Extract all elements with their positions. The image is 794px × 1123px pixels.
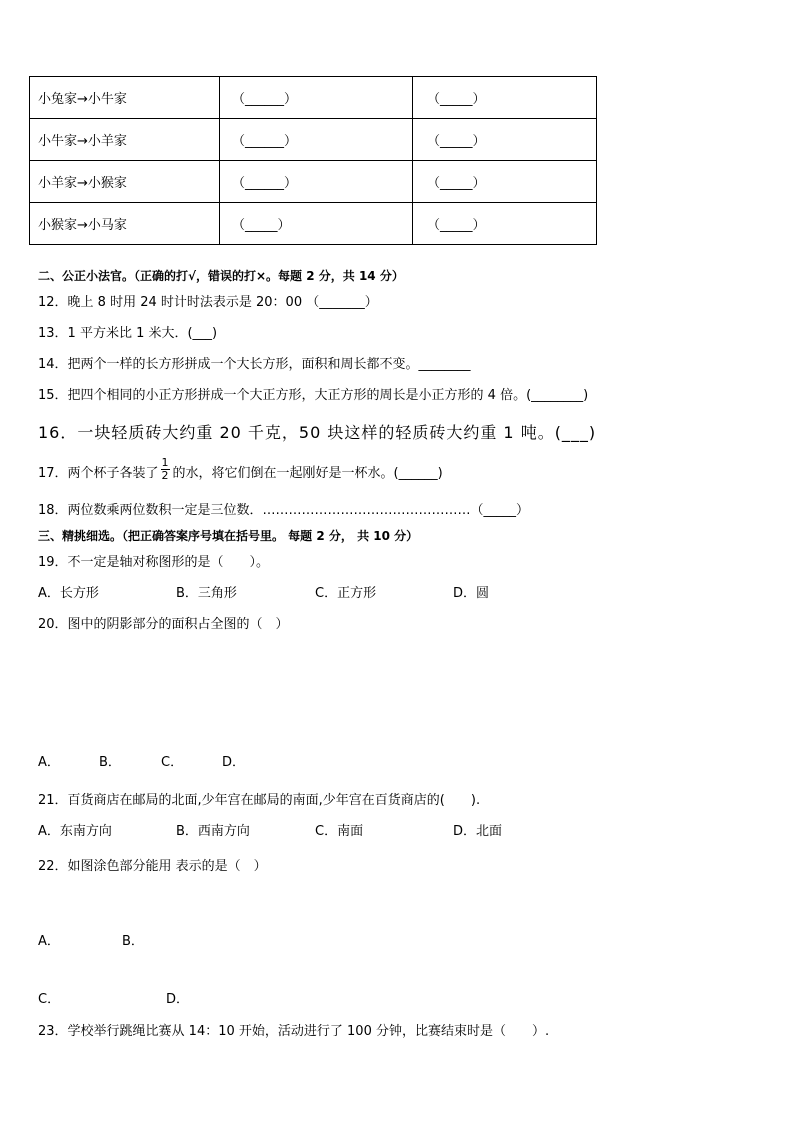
option-d[interactable]: D． [222, 755, 246, 770]
option-c[interactable]: C． [161, 755, 184, 770]
question-14: 14．把两个一样的长方形拼成一个大长方形，面积和周长都不变。________ [38, 357, 471, 372]
fraction-one-half [161, 457, 170, 482]
question-17-text-start: 17．两个杯子各装了 [38, 466, 159, 481]
question-15: 15．把四个相同的小正方形拼成一个大正方形，大正方形的周长是小正方形的 4 倍。(________) [38, 388, 589, 403]
option-a[interactable]: A．东南方向 [38, 824, 112, 839]
answer-blank[interactable]: （_____） [220, 203, 413, 245]
question-21: 21．百货商店在邮局的北面,少年宫在邮局的南面,少年宫在百货商店的( ). [38, 793, 481, 808]
option-b[interactable]: B．西南方向 [176, 824, 250, 839]
question-18: 18．两位数乘两位数积一定是三位数．…………………………………………（_____） [38, 503, 530, 518]
option-c[interactable]: C．正方形 [315, 586, 377, 601]
answer-blank[interactable]: （_____） [413, 77, 597, 119]
option-d[interactable]: D．圆 [453, 586, 490, 601]
option-d[interactable]: D． [166, 992, 190, 1007]
option-c[interactable]: C．南面 [315, 824, 364, 839]
table-row [30, 161, 597, 203]
answer-blank[interactable]: （______） [220, 161, 413, 203]
question-20: 20．图中的阴影部分的面积占全图的（ ） [38, 617, 289, 632]
answer-blank[interactable]: （_____） [413, 119, 597, 161]
option-c[interactable]: C． [38, 992, 61, 1007]
table-row [30, 203, 597, 245]
answer-blank[interactable]: （_____） [413, 161, 597, 203]
answer-blank[interactable]: （______） [220, 77, 413, 119]
question-13: 13．1 平方米比 1 米大．(___) [38, 326, 218, 341]
table-cell: 小猴家→小马家 [30, 203, 220, 245]
option-d[interactable]: D．北面 [453, 824, 503, 839]
question-17-text-end: 的水，将它们倒在一起刚好是一杯水。(______) [172, 466, 443, 481]
option-b[interactable]: B． [99, 755, 121, 770]
table-cell: 小兔家→小牛家 [30, 77, 220, 119]
table-cell: 小羊家→小猴家 [30, 161, 220, 203]
table-row [30, 119, 597, 161]
question-22: 22．如图涂色部分能用 表示的是（ ） [38, 859, 267, 874]
section-2-heading: 二、公正小法官。（正确的打√，错误的打×。每题 2 分，共 14 分） [38, 269, 404, 283]
table-row [30, 77, 597, 119]
question-16: 16．一块轻质砖大约重 20 千克，50 块这样的轻质砖大约重 1 吨。(___) [38, 423, 597, 442]
option-a[interactable]: A． [38, 934, 60, 949]
option-a[interactable]: A． [38, 755, 60, 770]
question-17 [38, 456, 443, 483]
question-12: 12．晚上 8 时用 24 时计时法表示是 20：00 （_______） [38, 295, 378, 310]
question-23: 23．学校举行跳绳比赛从 14：10 开始，活动进行了 100 分钟，比赛结束时是（ ）. [38, 1024, 550, 1039]
fraction-denominator: 2 [161, 469, 169, 482]
route-table [29, 76, 597, 245]
section-3-heading: 三、精挑细选。（把正确答案序号填在括号里。 每题 2 分， 共 10 分） [38, 529, 419, 543]
option-a[interactable]: A．长方形 [38, 586, 99, 601]
option-b[interactable]: B． [122, 934, 144, 949]
table-cell: 小牛家→小羊家 [30, 119, 220, 161]
question-19: 19．不一定是轴对称图形的是（ ）。 [38, 555, 270, 570]
fraction-numerator: 1 [161, 456, 169, 469]
answer-blank[interactable]: （______） [220, 119, 413, 161]
option-b[interactable]: B．三角形 [176, 586, 237, 601]
answer-blank[interactable]: （_____） [413, 203, 597, 245]
